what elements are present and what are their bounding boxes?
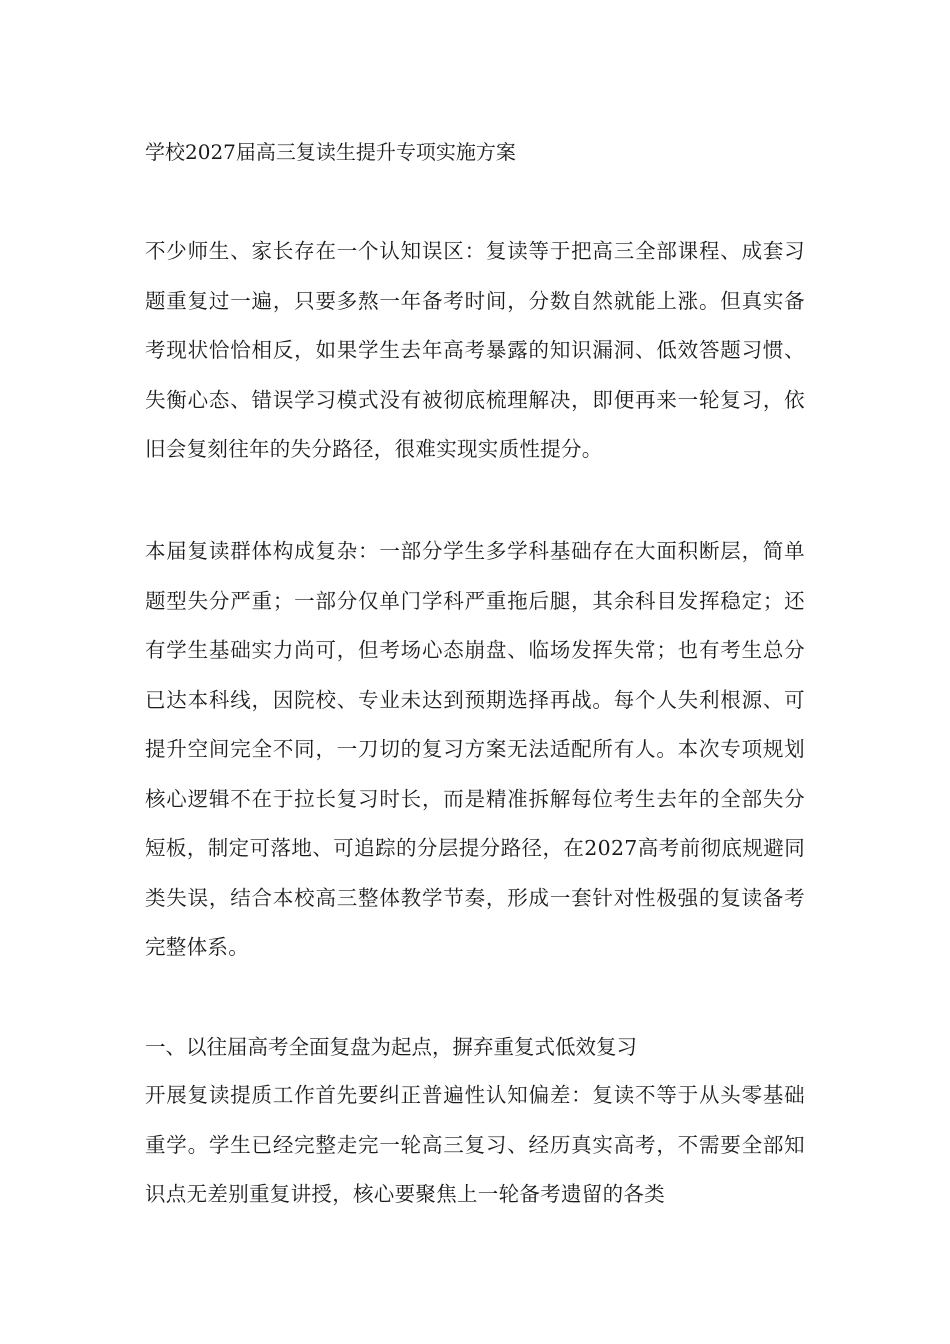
- section-paragraph: 开展复读提质工作首先要纠正普遍性认知偏差：复读不等于从头零基础重学。学生已经完整走完一轮高三复习、经历真实高考，不需要全部知识点无差别重复讲授，核心要聚焦上一轮备考遗留的各类: [145, 1083, 805, 1206]
- document-title: 学校2027届高三复读生提升专项实施方案: [145, 140, 516, 164]
- section-heading: 一、以往届高考全面复盘为起点，摒弃重复式低效复习: [145, 1035, 637, 1059]
- paragraph-student-groups: 本届复读群体构成复杂：一部分学生多学科基础存在大面积断层，简单题型失分严重；一部分仅单门学科严重拖后腿，其余科目发挥稳定；还有学生基础实力尚可，但考场心态崩盘、临场发挥失常；也有考生总分已达本科线，因院校、专业未达到预期选择再战。每个人失利根源、可提升空间完全不同，一刀切的复习方案无法适配所有人。本次专项规划核心逻辑不在于拉长复习时长，而是精准拆解每位考生去年的全部失分短板，制定可落地、可追踪的分层提分路径，在2027高考前彻底规避同类失误，结合本校高三整体教学节奏，形成一套针对性极强的复读备考完整体系。: [145, 539, 805, 959]
- paragraph-misconception: 不少师生、家长存在一个认知误区：复读等于把高三全部课程、成套习题重复过一遍，只要多熬一年备考时间，分数自然就能上涨。但真实备考现状恰恰相反，如果学生去年高考暴露的知识漏洞、低效答题习惯、失衡心态、错误学习模式没有被彻底梳理解决，即便再来一轮复习，依旧会复刻往年的失分路径，很难实现实质性提分。: [145, 239, 805, 461]
